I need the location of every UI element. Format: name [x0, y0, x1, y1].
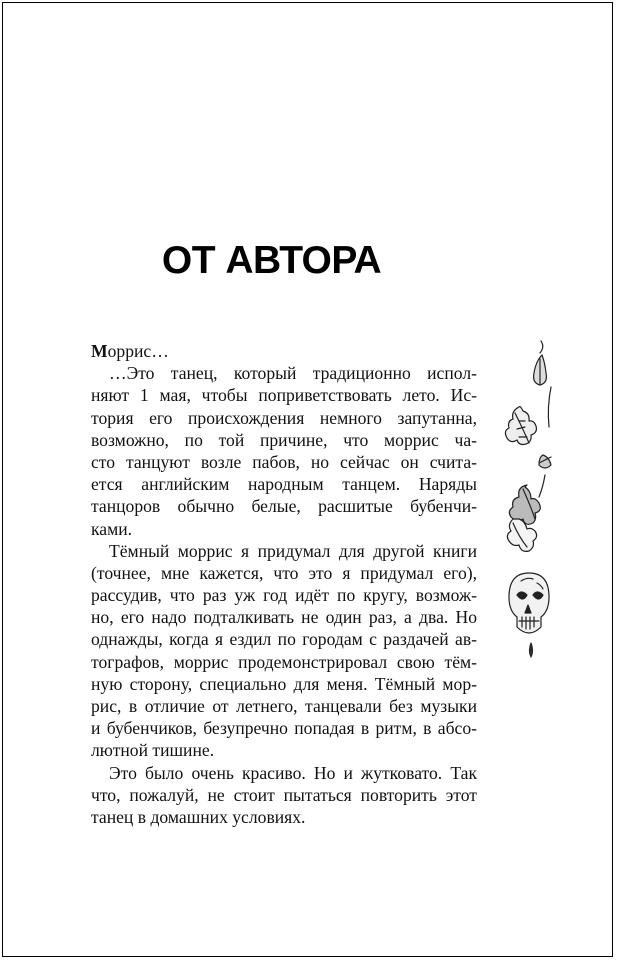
text-line: няют 1 мая, чтобы поприветствовать лето. Ис- — [91, 385, 477, 406]
text-line: что, пожалуй, не стоит пытаться повторить этот — [91, 784, 477, 805]
page-title: ОТ АВТОРА — [161, 239, 382, 282]
text-line: танцоров обычно белые, расшитые бубенчи- — [91, 496, 477, 517]
text-line: возможно, по той причине, что моррис ча- — [91, 429, 477, 450]
text-line: рассудив, что раз уж год идёт по кругу, возмож- — [91, 585, 477, 606]
text-line: (точнее, мне кажется, что это я придумал его), — [91, 562, 477, 583]
text-line: тографов, моррис продемонстрировал свою тём- — [91, 651, 477, 672]
text-line: танец в домашних условиях. — [91, 806, 306, 827]
text-line: лютной тишине. — [91, 740, 215, 761]
text-line: Это было очень красиво. Но и жутковато. Так — [109, 762, 477, 783]
body-text — [91, 340, 477, 828]
text-line: но, его надо подталкивать не один раз, а два. Но — [91, 607, 477, 628]
text-line: ками. — [91, 518, 133, 539]
leaves-and-skull-icon — [501, 337, 557, 667]
text-line: ется английским народным танцем. Наряды — [91, 474, 477, 495]
lead-initial: М — [91, 341, 108, 361]
text-line: сто танцуют возле пабов, но сейчас он счита- — [91, 451, 477, 472]
text-line: Тёмный моррис я придумал для другой книги — [109, 540, 477, 561]
text-line: рис, в отличие от летнего, танцевали без музыки — [91, 696, 477, 716]
text-line: …Это танец, который традиционно испол- — [109, 363, 477, 384]
book-page — [2, 2, 613, 957]
text-line: Моррис… — [91, 341, 169, 361]
text-line: однажды, когда я ездил по городам с раздачей ав- — [91, 629, 477, 650]
text-line: ную сторону, специально для меня. Тёмный мор- — [91, 673, 477, 694]
text-line: тория его происхождения немного запутанна, — [91, 407, 477, 428]
text-line: и бубенчиков, безупречно попадая в ритм, в абсо- — [91, 718, 477, 739]
